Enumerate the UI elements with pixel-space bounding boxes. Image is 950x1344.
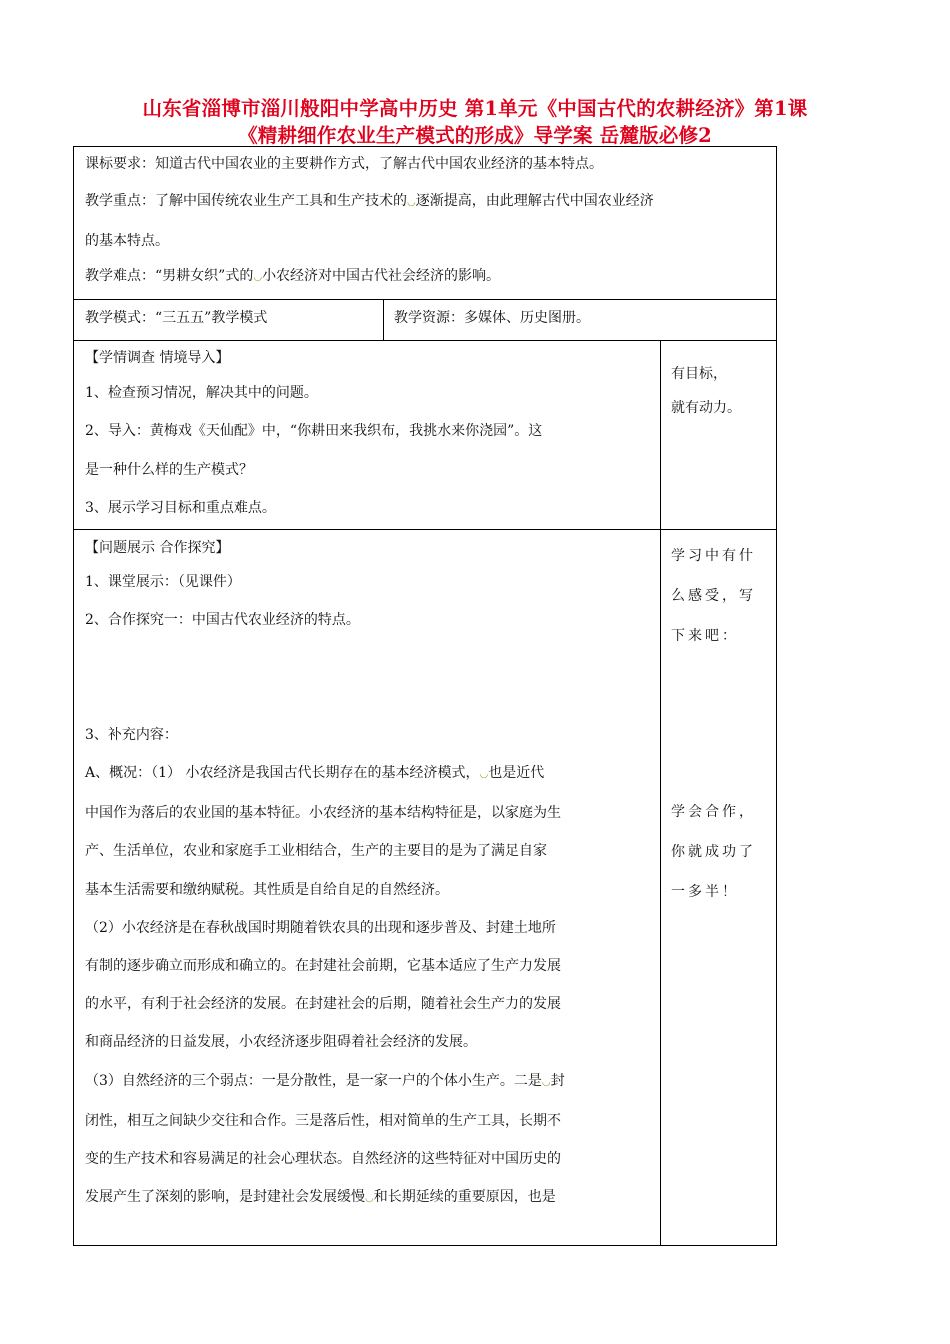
requirements-cell: [73, 146, 777, 300]
supplement-line: 产、生活单位，农业和家庭手工业相结合，生产的主要目的是为了满足自家: [85, 843, 547, 860]
side-note-feelings: 学习中有什: [671, 548, 756, 564]
side-note-cooperation: 一多半！: [671, 884, 739, 900]
inquiry-side-note-cell: [660, 529, 777, 1246]
supplement-line: 发展产生了深刻的影响，是封建社会发展缓慢◡和长期延续的重要原因，也是: [85, 1189, 556, 1206]
curriculum-standard: 课标要求：知道古代中国农业的主要耕作方式，了解古代中国农业经济的基本特点。: [85, 156, 603, 172]
annotation-mark: ◡: [253, 272, 263, 283]
supplement-line: 和商品经济的日益发展，小农经济逐步阻碍着社会经济的发展。: [85, 1034, 477, 1051]
side-note-spacer: [671, 656, 776, 792]
side-note-cooperation: 学会合作，: [671, 804, 756, 820]
inquiry-item-3: 3、补充内容：: [85, 727, 178, 743]
intro-heading: 【学情调查 情境导入】: [85, 350, 230, 366]
annotation-mark: ◡: [365, 1193, 374, 1205]
document-title: [60, 95, 890, 149]
intro-item-2-continued: 是一种什么样的生产模式？: [85, 462, 253, 478]
intro-item-1: 1、检查预习情况，解决其中的问题。: [85, 385, 318, 401]
teaching-focus: 教学重点：了解中国传统农业生产工具和生产技术的◡逐渐提高，由此理解古代中国农业经济: [85, 193, 654, 209]
supplement-line: 闭性，相互之间缺少交往和合作。三是落后性，相对简单的生产工具，长期不: [85, 1112, 561, 1129]
supplement-content: [85, 754, 660, 1218]
supplement-line: A、概况：（1） 小农经济是我国古代长期存在的基本经济模式，◡也是近代: [85, 765, 545, 781]
supplement-line: 变的生产技术和容易满足的社会心理状态。自然经济的这些特征对中国历史的: [85, 1151, 561, 1168]
supplement-line: 的水平，有利于社会经济的发展。在封建社会的后期，随着社会生产力的发展: [85, 996, 561, 1013]
teaching-resources-cell: [383, 299, 777, 341]
annotation-mark: ◡: [479, 769, 489, 780]
inquiry-item-2: 2、合作探究一：中国古代农业经济的特点。: [85, 612, 360, 628]
intro-item-3: 3、展示学习目标和重点难点。: [85, 500, 276, 516]
teaching-resources: 教学资源：多媒体、历史图册。: [394, 310, 590, 326]
title-line-1: 山东省淄博市淄川般阳中学高中历史 第1单元《中国古代的农耕经济》第1课: [142, 97, 808, 120]
inquiry-item-1: 1、课堂展示：（见课件）: [85, 574, 241, 590]
intro-section-cell: [73, 340, 661, 530]
intro-side-note-cell: [660, 340, 777, 530]
blank-answer-space: [85, 639, 660, 716]
intro-item-2: 2、导入：黄梅戏《天仙配》中，“你耕田来我织布，我挑水来你浇园”。这: [85, 423, 543, 439]
side-note-motivation: 就有动力。: [671, 400, 741, 416]
supplement-line: 有制的逐步确立而形成和确立的。在封建社会前期，它基本适应了生产力发展: [85, 958, 561, 975]
supplement-line: 基本生活需要和缴纳赋税。其性质是自给自足的自然经济。: [85, 881, 449, 898]
teaching-focus-continued: 的基本特点。: [85, 233, 169, 249]
inquiry-heading: 【问题展示 合作探究】: [85, 540, 230, 556]
inquiry-section-cell: [73, 529, 661, 1246]
title-line-2: 《精耕细作农业生产模式的形成》导学案 岳麓版必修2: [238, 124, 712, 147]
supplement-line: （3）自然经济的三个弱点：一是分散性，是一家一户的个体小生产。二是◡封: [85, 1072, 565, 1089]
side-note-feelings: 下来吧：: [671, 628, 739, 644]
teaching-mode-cell: [73, 299, 384, 341]
side-note-cooperation: 你就成功了: [671, 844, 756, 860]
teaching-difficulty: 教学难点：“男耕女织”式的◡小农经济对中国古代社会经济的影响。: [85, 268, 501, 284]
annotation-mark: ◡: [407, 197, 416, 208]
side-note-goal: 有目标，: [671, 366, 727, 382]
annotation-mark: ◡: [541, 1076, 551, 1088]
supplement-line: （2）小农经济是在春秋战国时期随着铁农具的出现和逐步普及、封建土地所: [85, 919, 556, 936]
teaching-mode: 教学模式：“三五五”教学模式: [85, 310, 268, 326]
supplement-line: 中国作为落后的农业国的基本特征。小农经济的基本结构特征是，以家庭为生: [85, 805, 561, 822]
side-note-feelings: 么感受，写: [671, 588, 756, 604]
